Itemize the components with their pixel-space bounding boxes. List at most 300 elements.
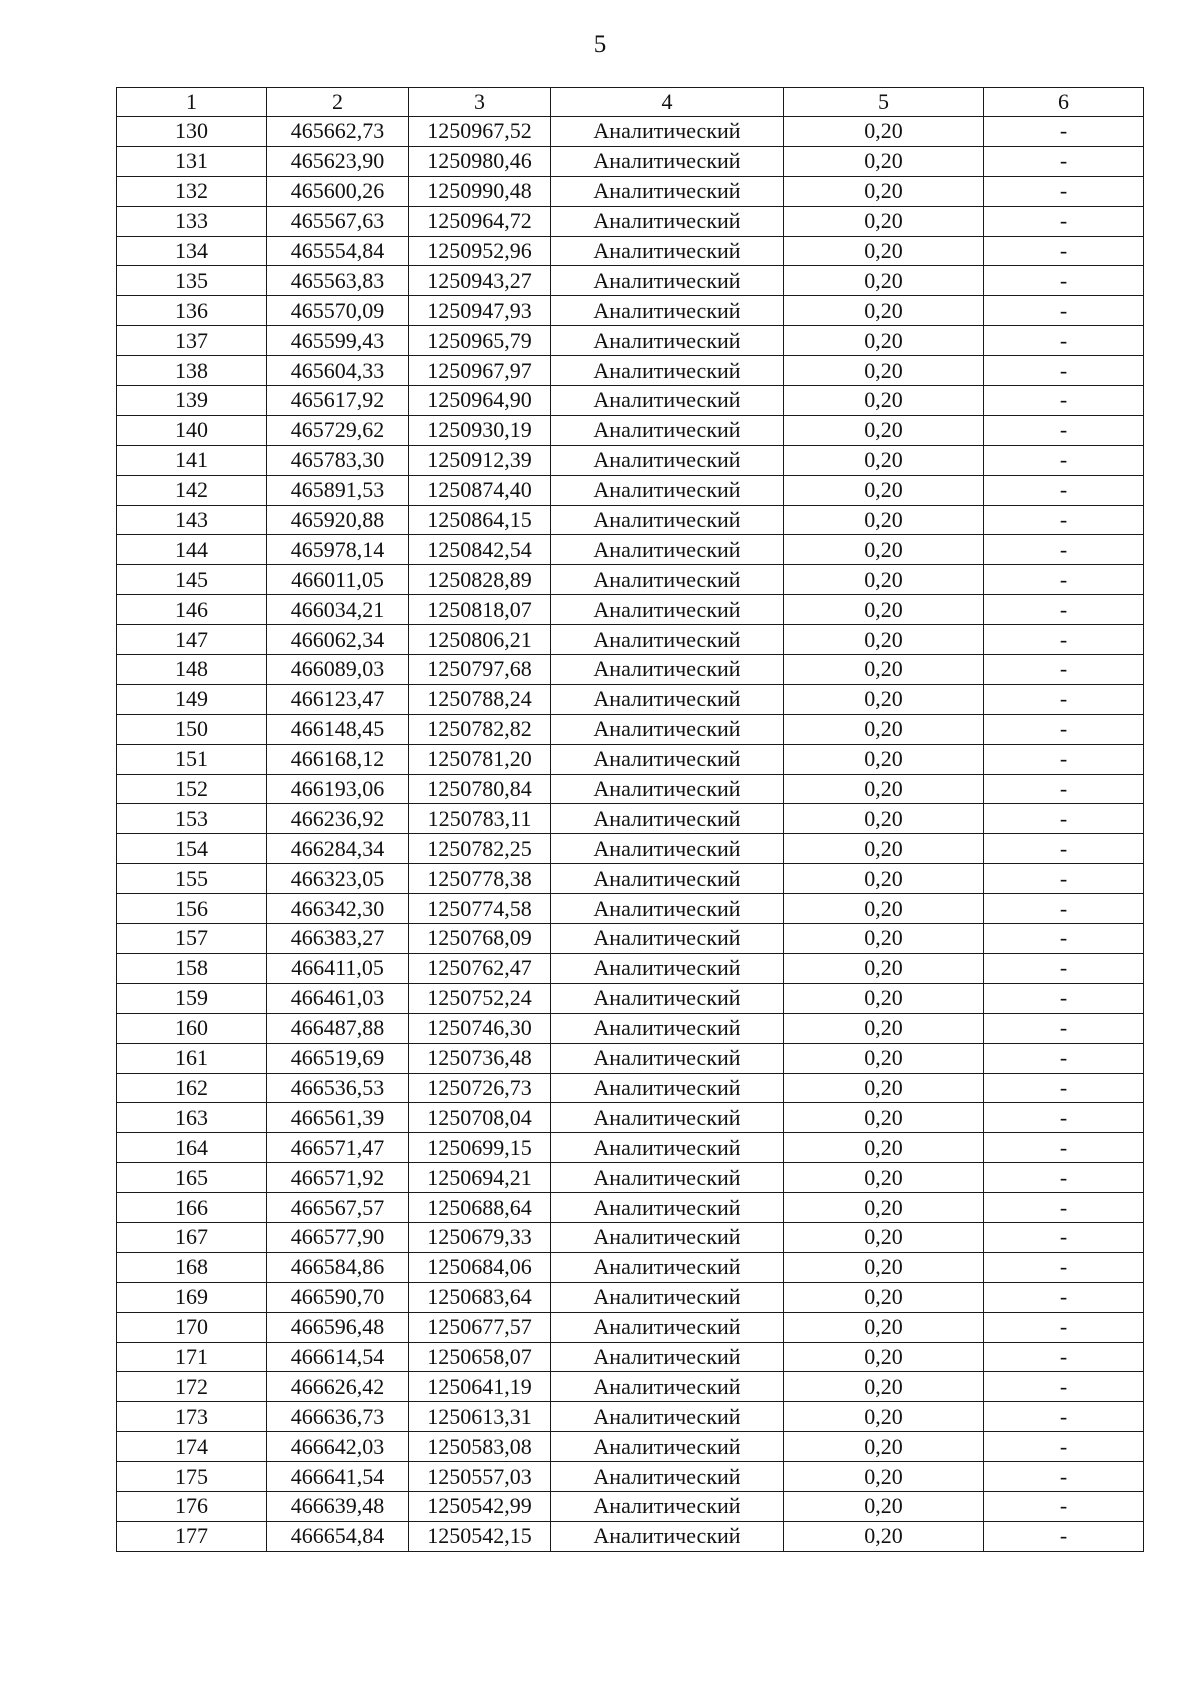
accuracy-cell: 0,20 [784, 625, 984, 655]
note-cell: - [984, 356, 1144, 386]
y-coordinate-cell: 1250658,07 [409, 1342, 551, 1372]
note-cell: - [984, 625, 1144, 655]
method-cell: Аналитический [551, 1372, 784, 1402]
accuracy-cell: 0,20 [784, 505, 984, 535]
method-cell: Аналитический [551, 505, 784, 535]
point-number-cell: 145 [117, 565, 267, 595]
method-cell: Аналитический [551, 1222, 784, 1252]
note-cell: - [984, 864, 1144, 894]
note-cell: - [984, 684, 1144, 714]
table-row [117, 1252, 1144, 1282]
x-coordinate-cell: 465662,73 [267, 117, 409, 147]
y-coordinate-cell: 1250762,47 [409, 953, 551, 983]
y-coordinate-cell: 1250557,03 [409, 1462, 551, 1492]
table-row [117, 924, 1144, 954]
note-cell: - [984, 1133, 1144, 1163]
y-coordinate-cell: 1250781,20 [409, 744, 551, 774]
header-cell-2: 2 [267, 88, 409, 117]
method-cell: Аналитический [551, 1043, 784, 1073]
y-coordinate-cell: 1250679,33 [409, 1222, 551, 1252]
point-number-cell: 130 [117, 117, 267, 147]
point-number-cell: 156 [117, 894, 267, 924]
x-coordinate-cell: 465920,88 [267, 505, 409, 535]
method-cell: Аналитический [551, 774, 784, 804]
method-cell: Аналитический [551, 834, 784, 864]
y-coordinate-cell: 1250641,19 [409, 1372, 551, 1402]
x-coordinate-cell: 466342,30 [267, 894, 409, 924]
point-number-cell: 160 [117, 1013, 267, 1043]
method-cell: Аналитический [551, 655, 784, 685]
x-coordinate-cell: 466168,12 [267, 744, 409, 774]
point-number-cell: 158 [117, 953, 267, 983]
table-row [117, 1133, 1144, 1163]
y-coordinate-cell: 1250797,68 [409, 655, 551, 685]
accuracy-cell: 0,20 [784, 1222, 984, 1252]
x-coordinate-cell: 466284,34 [267, 834, 409, 864]
table-body [117, 117, 1144, 1552]
table-row [117, 684, 1144, 714]
y-coordinate-cell: 1250583,08 [409, 1432, 551, 1462]
table-row [117, 1043, 1144, 1073]
table-row [117, 953, 1144, 983]
x-coordinate-cell: 466034,21 [267, 595, 409, 625]
method-cell: Аналитический [551, 714, 784, 744]
x-coordinate-cell: 466641,54 [267, 1462, 409, 1492]
y-coordinate-cell: 1250726,73 [409, 1073, 551, 1103]
y-coordinate-cell: 1250677,57 [409, 1312, 551, 1342]
point-number-cell: 135 [117, 266, 267, 296]
x-coordinate-cell: 465623,90 [267, 146, 409, 176]
table-row [117, 1372, 1144, 1402]
y-coordinate-cell: 1250684,06 [409, 1252, 551, 1282]
accuracy-cell: 0,20 [784, 1043, 984, 1073]
accuracy-cell: 0,20 [784, 1193, 984, 1223]
method-cell: Аналитический [551, 1073, 784, 1103]
point-number-cell: 154 [117, 834, 267, 864]
note-cell: - [984, 1521, 1144, 1551]
table-row [117, 1222, 1144, 1252]
accuracy-cell: 0,20 [784, 953, 984, 983]
x-coordinate-cell: 465604,33 [267, 356, 409, 386]
y-coordinate-cell: 1250828,89 [409, 565, 551, 595]
point-number-cell: 159 [117, 983, 267, 1013]
method-cell: Аналитический [551, 326, 784, 356]
accuracy-cell: 0,20 [784, 1282, 984, 1312]
note-cell: - [984, 176, 1144, 206]
note-cell: - [984, 1312, 1144, 1342]
x-coordinate-cell: 466571,47 [267, 1133, 409, 1163]
x-coordinate-cell: 466642,03 [267, 1432, 409, 1462]
y-coordinate-cell: 1250967,52 [409, 117, 551, 147]
method-cell: Аналитический [551, 953, 784, 983]
y-coordinate-cell: 1250683,64 [409, 1282, 551, 1312]
x-coordinate-cell: 465567,63 [267, 206, 409, 236]
y-coordinate-cell: 1250930,19 [409, 415, 551, 445]
note-cell: - [984, 326, 1144, 356]
table-row [117, 415, 1144, 445]
table-row [117, 1491, 1144, 1521]
point-number-cell: 170 [117, 1312, 267, 1342]
table-row [117, 356, 1144, 386]
note-cell: - [984, 565, 1144, 595]
x-coordinate-cell: 465891,53 [267, 475, 409, 505]
note-cell: - [984, 146, 1144, 176]
point-number-cell: 140 [117, 415, 267, 445]
point-number-cell: 169 [117, 1282, 267, 1312]
x-coordinate-cell: 466536,53 [267, 1073, 409, 1103]
method-cell: Аналитический [551, 296, 784, 326]
table-row [117, 146, 1144, 176]
y-coordinate-cell: 1250778,38 [409, 864, 551, 894]
point-number-cell: 142 [117, 475, 267, 505]
y-coordinate-cell: 1250782,82 [409, 714, 551, 744]
x-coordinate-cell: 465600,26 [267, 176, 409, 206]
point-number-cell: 171 [117, 1342, 267, 1372]
table-row [117, 326, 1144, 356]
table-row [117, 655, 1144, 685]
coordinates-table [116, 87, 1144, 1552]
accuracy-cell: 0,20 [784, 535, 984, 565]
x-coordinate-cell: 466236,92 [267, 804, 409, 834]
accuracy-cell: 0,20 [784, 894, 984, 924]
y-coordinate-cell: 1250990,48 [409, 176, 551, 206]
x-coordinate-cell: 465978,14 [267, 535, 409, 565]
accuracy-cell: 0,20 [784, 595, 984, 625]
accuracy-cell: 0,20 [784, 1402, 984, 1432]
note-cell: - [984, 206, 1144, 236]
x-coordinate-cell: 465554,84 [267, 236, 409, 266]
note-cell: - [984, 1222, 1144, 1252]
y-coordinate-cell: 1250788,24 [409, 684, 551, 714]
point-number-cell: 147 [117, 625, 267, 655]
method-cell: Аналитический [551, 1163, 784, 1193]
y-coordinate-cell: 1250780,84 [409, 774, 551, 804]
note-cell: - [984, 983, 1144, 1013]
point-number-cell: 166 [117, 1193, 267, 1223]
accuracy-cell: 0,20 [784, 1103, 984, 1133]
method-cell: Аналитический [551, 415, 784, 445]
table-row [117, 1402, 1144, 1432]
accuracy-cell: 0,20 [784, 714, 984, 744]
accuracy-cell: 0,20 [784, 206, 984, 236]
method-cell: Аналитический [551, 595, 784, 625]
y-coordinate-cell: 1250864,15 [409, 505, 551, 535]
note-cell: - [984, 1282, 1144, 1312]
method-cell: Аналитический [551, 117, 784, 147]
table-row [117, 565, 1144, 595]
note-cell: - [984, 1103, 1144, 1133]
method-cell: Аналитический [551, 1133, 784, 1163]
y-coordinate-cell: 1250943,27 [409, 266, 551, 296]
note-cell: - [984, 1402, 1144, 1432]
table-row [117, 535, 1144, 565]
note-cell: - [984, 1491, 1144, 1521]
accuracy-cell: 0,20 [784, 445, 984, 475]
point-number-cell: 139 [117, 386, 267, 416]
y-coordinate-cell: 1250613,31 [409, 1402, 551, 1432]
method-cell: Аналитический [551, 1103, 784, 1133]
table-row [117, 1163, 1144, 1193]
method-cell: Аналитический [551, 236, 784, 266]
point-number-cell: 149 [117, 684, 267, 714]
note-cell: - [984, 924, 1144, 954]
accuracy-cell: 0,20 [784, 1312, 984, 1342]
method-cell: Аналитический [551, 176, 784, 206]
method-cell: Аналитический [551, 1252, 784, 1282]
y-coordinate-cell: 1250783,11 [409, 804, 551, 834]
point-number-cell: 146 [117, 595, 267, 625]
page-number: 5 [593, 31, 607, 58]
table-row [117, 894, 1144, 924]
point-number-cell: 161 [117, 1043, 267, 1073]
header-cell-4: 4 [551, 88, 784, 117]
point-number-cell: 144 [117, 535, 267, 565]
accuracy-cell: 0,20 [784, 1342, 984, 1372]
x-coordinate-cell: 466596,48 [267, 1312, 409, 1342]
table-row [117, 864, 1144, 894]
accuracy-cell: 0,20 [784, 1013, 984, 1043]
y-coordinate-cell: 1250912,39 [409, 445, 551, 475]
x-coordinate-cell: 466323,05 [267, 864, 409, 894]
x-coordinate-cell: 466567,57 [267, 1193, 409, 1223]
x-coordinate-cell: 465570,09 [267, 296, 409, 326]
method-cell: Аналитический [551, 475, 784, 505]
x-coordinate-cell: 466584,86 [267, 1252, 409, 1282]
x-coordinate-cell: 466626,42 [267, 1372, 409, 1402]
x-coordinate-cell: 466519,69 [267, 1043, 409, 1073]
y-coordinate-cell: 1250842,54 [409, 535, 551, 565]
point-number-cell: 133 [117, 206, 267, 236]
accuracy-cell: 0,20 [784, 117, 984, 147]
method-cell: Аналитический [551, 1342, 784, 1372]
y-coordinate-cell: 1250774,58 [409, 894, 551, 924]
point-number-cell: 174 [117, 1432, 267, 1462]
x-coordinate-cell: 466561,39 [267, 1103, 409, 1133]
x-coordinate-cell: 466411,05 [267, 953, 409, 983]
table-row [117, 1432, 1144, 1462]
point-number-cell: 143 [117, 505, 267, 535]
x-coordinate-cell: 466461,03 [267, 983, 409, 1013]
table-row [117, 1073, 1144, 1103]
note-cell: - [984, 266, 1144, 296]
y-coordinate-cell: 1250746,30 [409, 1013, 551, 1043]
method-cell: Аналитический [551, 386, 784, 416]
table-row [117, 236, 1144, 266]
x-coordinate-cell: 466577,90 [267, 1222, 409, 1252]
note-cell: - [984, 1372, 1144, 1402]
x-coordinate-cell: 465599,43 [267, 326, 409, 356]
point-number-cell: 163 [117, 1103, 267, 1133]
accuracy-cell: 0,20 [784, 176, 984, 206]
accuracy-cell: 0,20 [784, 565, 984, 595]
table-header-row [117, 88, 1144, 117]
table-row [117, 983, 1144, 1013]
note-cell: - [984, 445, 1144, 475]
y-coordinate-cell: 1250818,07 [409, 595, 551, 625]
table-row [117, 1521, 1144, 1551]
accuracy-cell: 0,20 [784, 266, 984, 296]
table-row [117, 1312, 1144, 1342]
point-number-cell: 134 [117, 236, 267, 266]
note-cell: - [984, 236, 1144, 266]
header-cell-5: 5 [784, 88, 984, 117]
accuracy-cell: 0,20 [784, 1462, 984, 1492]
x-coordinate-cell: 465729,62 [267, 415, 409, 445]
note-cell: - [984, 475, 1144, 505]
accuracy-cell: 0,20 [784, 1133, 984, 1163]
table-row [117, 625, 1144, 655]
accuracy-cell: 0,20 [784, 1432, 984, 1462]
method-cell: Аналитический [551, 206, 784, 236]
note-cell: - [984, 714, 1144, 744]
note-cell: - [984, 1462, 1144, 1492]
point-number-cell: 150 [117, 714, 267, 744]
point-number-cell: 136 [117, 296, 267, 326]
method-cell: Аналитический [551, 1312, 784, 1342]
method-cell: Аналитический [551, 445, 784, 475]
y-coordinate-cell: 1250752,24 [409, 983, 551, 1013]
y-coordinate-cell: 1250782,25 [409, 834, 551, 864]
accuracy-cell: 0,20 [784, 804, 984, 834]
point-number-cell: 172 [117, 1372, 267, 1402]
note-cell: - [984, 774, 1144, 804]
table-row [117, 445, 1144, 475]
accuracy-cell: 0,20 [784, 684, 984, 714]
note-cell: - [984, 117, 1144, 147]
note-cell: - [984, 953, 1144, 983]
x-coordinate-cell: 466193,06 [267, 774, 409, 804]
point-number-cell: 157 [117, 924, 267, 954]
accuracy-cell: 0,20 [784, 1372, 984, 1402]
point-number-cell: 164 [117, 1133, 267, 1163]
header-cell-1: 1 [117, 88, 267, 117]
point-number-cell: 148 [117, 655, 267, 685]
x-coordinate-cell: 466614,54 [267, 1342, 409, 1372]
point-number-cell: 168 [117, 1252, 267, 1282]
note-cell: - [984, 386, 1144, 416]
accuracy-cell: 0,20 [784, 236, 984, 266]
table-row [117, 1342, 1144, 1372]
y-coordinate-cell: 1250768,09 [409, 924, 551, 954]
method-cell: Аналитический [551, 146, 784, 176]
table-row [117, 475, 1144, 505]
table-row [117, 296, 1144, 326]
point-number-cell: 137 [117, 326, 267, 356]
y-coordinate-cell: 1250967,97 [409, 356, 551, 386]
y-coordinate-cell: 1250694,21 [409, 1163, 551, 1193]
table-row [117, 774, 1144, 804]
accuracy-cell: 0,20 [784, 356, 984, 386]
accuracy-cell: 0,20 [784, 864, 984, 894]
method-cell: Аналитический [551, 983, 784, 1013]
x-coordinate-cell: 465783,30 [267, 445, 409, 475]
method-cell: Аналитический [551, 356, 784, 386]
y-coordinate-cell: 1250699,15 [409, 1133, 551, 1163]
accuracy-cell: 0,20 [784, 415, 984, 445]
y-coordinate-cell: 1250542,99 [409, 1491, 551, 1521]
point-number-cell: 138 [117, 356, 267, 386]
point-number-cell: 167 [117, 1222, 267, 1252]
table-row [117, 1282, 1144, 1312]
method-cell: Аналитический [551, 1193, 784, 1223]
y-coordinate-cell: 1250736,48 [409, 1043, 551, 1073]
note-cell: - [984, 1013, 1144, 1043]
header-cell-3: 3 [409, 88, 551, 117]
note-cell: - [984, 595, 1144, 625]
x-coordinate-cell: 466590,70 [267, 1282, 409, 1312]
note-cell: - [984, 535, 1144, 565]
accuracy-cell: 0,20 [784, 1252, 984, 1282]
accuracy-cell: 0,20 [784, 1491, 984, 1521]
table-row [117, 176, 1144, 206]
table-row [117, 117, 1144, 147]
method-cell: Аналитический [551, 535, 784, 565]
method-cell: Аналитический [551, 924, 784, 954]
table-row [117, 804, 1144, 834]
method-cell: Аналитический [551, 744, 784, 774]
x-coordinate-cell: 466062,34 [267, 625, 409, 655]
y-coordinate-cell: 1250980,46 [409, 146, 551, 176]
table-row [117, 1462, 1144, 1492]
method-cell: Аналитический [551, 684, 784, 714]
point-number-cell: 153 [117, 804, 267, 834]
method-cell: Аналитический [551, 625, 784, 655]
point-number-cell: 162 [117, 1073, 267, 1103]
x-coordinate-cell: 466011,05 [267, 565, 409, 595]
table-row [117, 386, 1144, 416]
method-cell: Аналитический [551, 1013, 784, 1043]
note-cell: - [984, 1342, 1144, 1372]
point-number-cell: 176 [117, 1491, 267, 1521]
point-number-cell: 165 [117, 1163, 267, 1193]
accuracy-cell: 0,20 [784, 834, 984, 864]
table-row [117, 744, 1144, 774]
y-coordinate-cell: 1250964,72 [409, 206, 551, 236]
point-number-cell: 132 [117, 176, 267, 206]
table-row [117, 714, 1144, 744]
accuracy-cell: 0,20 [784, 296, 984, 326]
method-cell: Аналитический [551, 1432, 784, 1462]
table-row [117, 266, 1144, 296]
point-number-cell: 177 [117, 1521, 267, 1551]
table-row [117, 595, 1144, 625]
note-cell: - [984, 655, 1144, 685]
x-coordinate-cell: 466487,88 [267, 1013, 409, 1043]
method-cell: Аналитический [551, 894, 784, 924]
x-coordinate-cell: 465563,83 [267, 266, 409, 296]
y-coordinate-cell: 1250965,79 [409, 326, 551, 356]
x-coordinate-cell: 466148,45 [267, 714, 409, 744]
y-coordinate-cell: 1250688,64 [409, 1193, 551, 1223]
table-row [117, 834, 1144, 864]
x-coordinate-cell: 466383,27 [267, 924, 409, 954]
accuracy-cell: 0,20 [784, 983, 984, 1013]
accuracy-cell: 0,20 [784, 146, 984, 176]
table-row [117, 1103, 1144, 1133]
y-coordinate-cell: 1250806,21 [409, 625, 551, 655]
y-coordinate-cell: 1250542,15 [409, 1521, 551, 1551]
note-cell: - [984, 1163, 1144, 1193]
note-cell: - [984, 744, 1144, 774]
x-coordinate-cell: 465617,92 [267, 386, 409, 416]
note-cell: - [984, 804, 1144, 834]
x-coordinate-cell: 466639,48 [267, 1491, 409, 1521]
accuracy-cell: 0,20 [784, 774, 984, 804]
table-row [117, 505, 1144, 535]
method-cell: Аналитический [551, 1491, 784, 1521]
method-cell: Аналитический [551, 565, 784, 595]
accuracy-cell: 0,20 [784, 1521, 984, 1551]
